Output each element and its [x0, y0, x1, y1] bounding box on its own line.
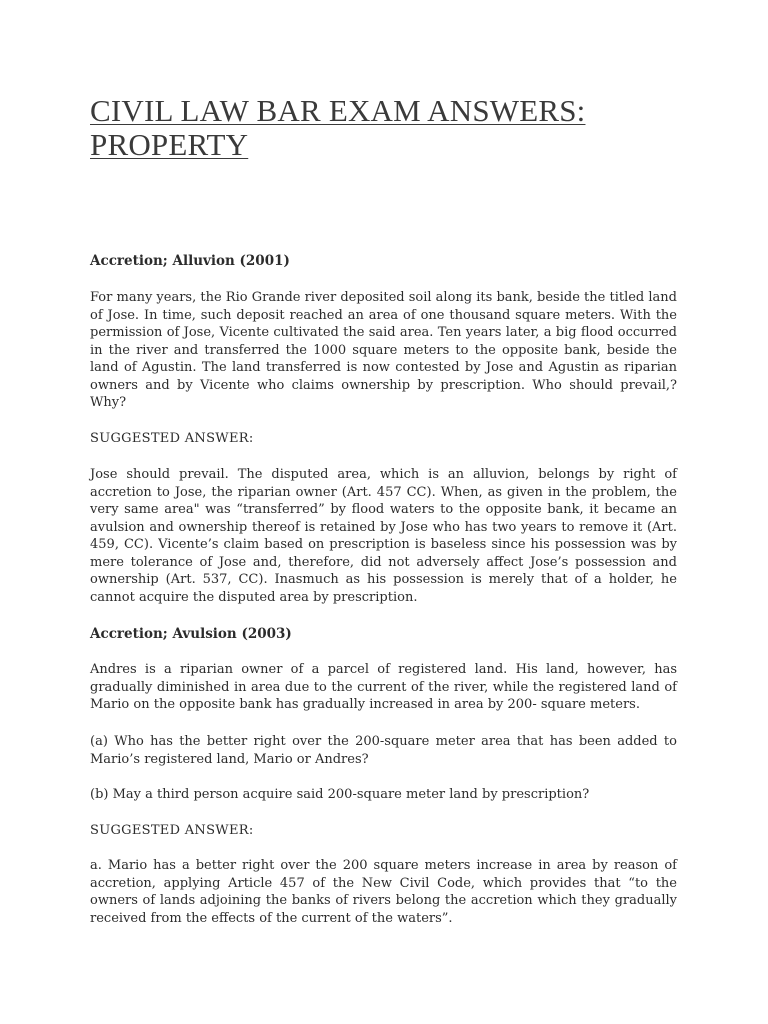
answer-paragraph-alluvion: Jose should prevail. The disputed area, which is an alluvion, belongs by right of accretion to Jose, the riparian owner (Art. 457 CC). When, as given in the problem, the very same area" was “transferred” by flood waters to the opposite bank, it became an avulsion and ownership thereof is retained by Jose who has two years to remove it (Art. 459, CC). Vicente’s claim based on prescription is baseless since his possession was by mere tolerance of Jose and, therefore, did not adversely affect Jose’s possession and ownership (Art. 537, CC). Inasmuch as his possession is merely that of a holder, he cannot acquire the disputed area by prescription. — [90, 467, 677, 605]
section-heading-avulsion: Accretion; Avulsion (2003) — [90, 626, 292, 642]
question-paragraph-avulsion: Andres is a riparian owner of a parcel of registered land. His land, however, has gradually diminished in area due to the current of the river, while the registered land of Mario on the opposite bank has gradually increased in area by 200- square meters. — [90, 662, 677, 712]
document-title-line-1: CIVIL LAW BAR EXAM ANSWERS: — [90, 93, 586, 128]
suggested-answer-label-1: SUGGESTED ANSWER: — [90, 431, 254, 446]
answer-paragraph-avulsion-a: a. Mario has a better right over the 200 square meters increase in area by reason of accretion, applying Article 457 of the New Civil Code, which provides that “to the owners of lands adjoining the banks of rivers belong the accretion which they gradually received from the effects of the current of the waters”. — [90, 858, 677, 926]
document-title-line-2: PROPERTY — [90, 127, 249, 162]
question-paragraph-alluvion: For many years, the Rio Grande river deposited soil along its bank, beside the titled land of Jose. In time, such deposit reached an area of one thousand square meters. With the permission of Jose, Vicente cultivated the said area. Ten years later, a big flood occurred in the river and transferred the 1000 square meters to the opposite bank, beside the land of Agustin. The land transferred is now contested by Jose and Agustin as riparian owners and by Vicente who claims ownership by prescription. Who should prevail,? Why? — [90, 290, 677, 410]
document-page — [90, 0, 677, 1024]
document-title — [90, 94, 585, 162]
question-item-b: (b) May a third person acquire said 200-square meter land by prescription? — [90, 787, 590, 802]
question-item-a: (a) Who has the better right over the 200-square meter area that has been added to Mario’s registered land, Mario or Andres? — [90, 734, 677, 767]
section-heading-alluvion: Accretion; Alluvion (2001) — [90, 253, 290, 269]
suggested-answer-label-2: SUGGESTED ANSWER: — [90, 823, 254, 838]
